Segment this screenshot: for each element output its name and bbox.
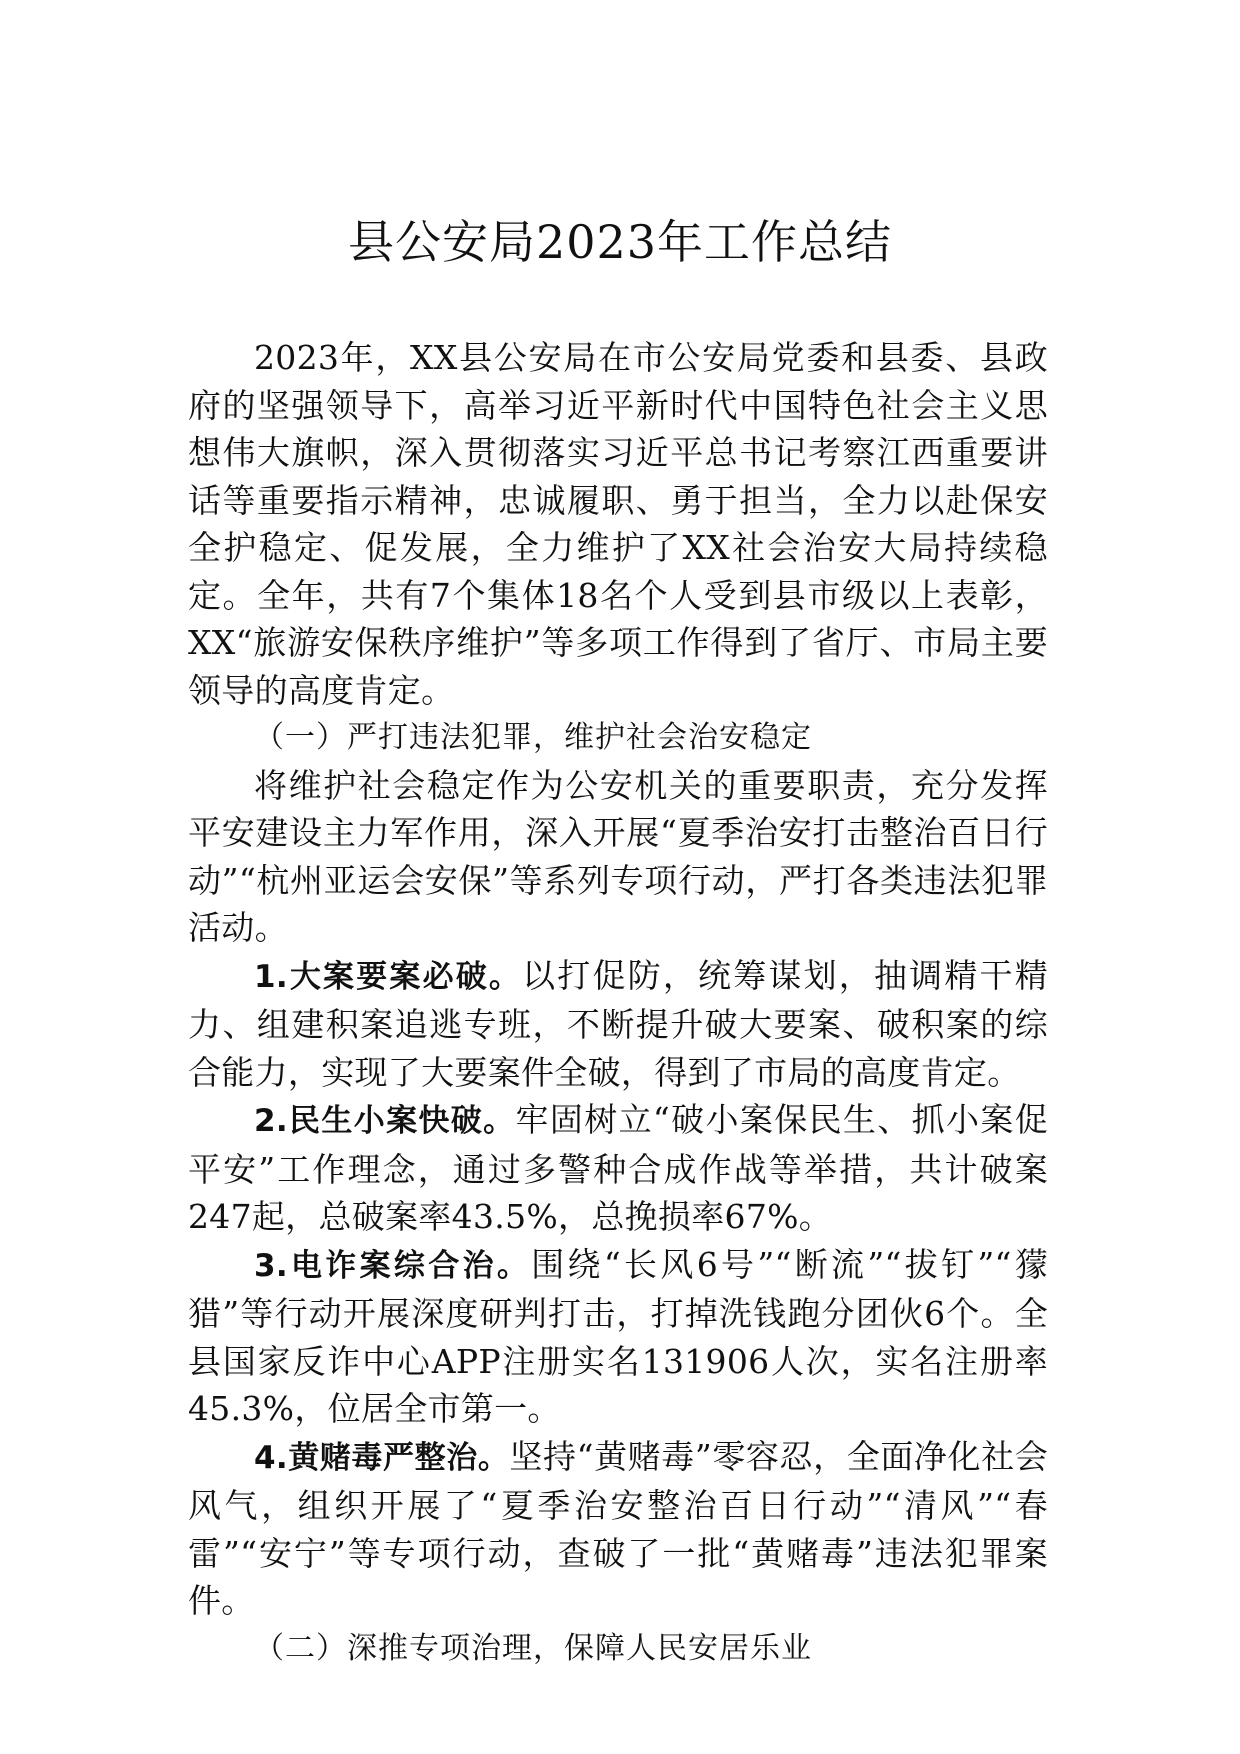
- document-body: [188, 334, 1048, 1672]
- item-text-4: 坚持“黄赌毒”零容忍，全面净化社会风气，组织开展了“夏季治安整治百日行动”“清风”“春雷”“安宁”等专项行动，查破了一批“黄赌毒”违法犯罪案件。: [188, 1436, 1049, 1620]
- item-lead-2: 2.民生小案快破。: [254, 1103, 516, 1139]
- section-heading-1: （一）严打违法犯罪，维护社会治安稳定: [254, 720, 812, 755]
- intro-paragraph: 2023年，XX县公安局在市公安局党委和县委、县政府的坚强领导下，高举习近平新时代中国特色社会主义思想伟大旗帜，深入贯彻落实习近平总书记考察江西重要讲话等重要指示精神，忠诚履职、勇于担当，全力以赴保安全护稳定、促发展，全力维护了XX社会治安大局持续稳定。全年，共有7个集体18名个人受到县市级以上表彰，XX“旅游安保秩序维护”等多项工作得到了省厅、市局主要领导的高度肯定。: [188, 338, 1048, 710]
- item-text-3: 围绕“长风6号”“断流”“拔钉”“獴猎”等行动开展深度研判打击，打掉洗钱跑分团伙6个。全县国家反诈中心APP注册实名131906人次，实名注册率45.3%，位居全市第一。: [188, 1244, 1048, 1428]
- item-text-1: 以打促防，统筹谋划，抽调精干精力、组建积案追逃专班，不断提升破大要案、破积案的综合能力，实现了大要案件全破，得到了市局的高度肯定。: [188, 955, 1049, 1092]
- item-lead-3: 3.电诈案综合治。: [254, 1247, 532, 1284]
- list-item: [188, 1433, 1048, 1625]
- item-lead-1: 1.大案要案必破。: [254, 958, 523, 995]
- section-heading-2: （二）深推专项治理，保障人民安居乐业: [254, 1630, 812, 1666]
- item-text-2: 牢固树立“破小案保民生、抓小案促平安”工作理念，通过多警种合成作战等举措，共计破案247起，总破案率43.5%，总挽损率67%。: [188, 1100, 1049, 1236]
- section-1-intro-paragraph: 将维护社会稳定作为公安机关的重要职责，充分发挥平安建设主力军作用，深入开展“夏季治安打击整治百日行动”“杭州亚运会安保”等系列专项行动，严打各类违法犯罪活动。: [188, 765, 1048, 947]
- list-item: [188, 952, 1048, 1097]
- item-lead-4: 4.黄赌毒严整治。: [254, 1439, 510, 1476]
- document-title: 县公安局2023年工作总结: [347, 215, 893, 269]
- list-item: [188, 1241, 1048, 1433]
- list-item: [188, 1096, 1048, 1241]
